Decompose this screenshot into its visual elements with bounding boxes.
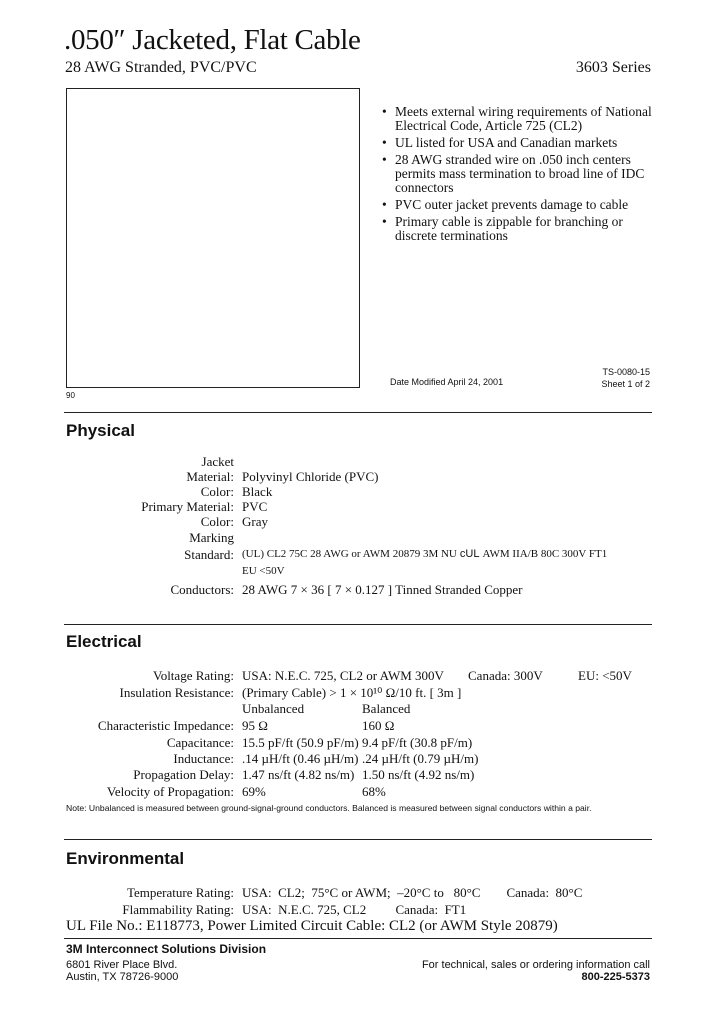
table-cell-balanced: 68%: [362, 784, 386, 799]
contact-text: For technical, sales or ordering information call: [421, 959, 650, 971]
primary-material-value: PVC: [242, 499, 268, 514]
standard-value: [242, 548, 607, 560]
table-cell-balanced: 9.4 pF/ft (30.8 pF/m): [362, 735, 473, 750]
material-label: Material:: [186, 469, 234, 484]
sheet-number: Sheet 1 of 2: [601, 379, 650, 389]
conductors-value: 28 AWG 7 × 36 [ 7 × 0.127 ] Tinned Stranded Copper: [242, 582, 523, 597]
table-row-label: Characteristic Impedance:: [97, 718, 234, 733]
phone-number: 800-225-5373: [581, 971, 650, 983]
feature-item: • 28 AWG stranded wire on .050 inch centers permits mass termination to broad line of IDC connectors: [382, 153, 662, 196]
voltage-rating-canada: Canada: 300V: [468, 668, 543, 683]
address-line-2: Austin, TX 78726-9000: [66, 971, 179, 983]
table-cell-balanced: 160 Ω: [362, 718, 395, 733]
section-divider: [64, 624, 652, 625]
table-row-label: Capacitance:: [166, 735, 234, 750]
jacket-heading: Jacket: [201, 454, 234, 469]
feature-list: [382, 105, 662, 246]
table-cell-balanced: .24 µH/ft (0.79 µH/m): [362, 751, 479, 766]
column-header-balanced: Balanced: [362, 701, 411, 716]
column-header-unbalanced: Unbalanced: [242, 701, 305, 716]
table-cell-unbalanced: 95 Ω: [242, 718, 268, 733]
primary-color-label: Color:: [200, 514, 234, 529]
color-label: Color:: [200, 484, 234, 499]
flammability-rating-label: Flammability Rating:: [122, 902, 234, 917]
material-value: Polyvinyl Chloride (PVC): [242, 469, 379, 484]
conductors-label: Conductors:: [170, 582, 234, 597]
image-label: 90: [66, 391, 75, 400]
voltage-rating-eu: EU: <50V: [578, 668, 632, 683]
table-cell-unbalanced: 1.47 ns/ft (4.82 ns/m): [242, 767, 355, 782]
table-row-label: Propagation Delay:: [133, 767, 234, 782]
page-subtitle: 28 AWG Stranded, PVC/PVC: [65, 59, 257, 76]
insulation-resistance-label: Insulation Resistance:: [119, 685, 234, 700]
feature-item: • Primary cable is zippable for branching or discrete terminations: [382, 215, 662, 243]
section-title-electrical: Electrical: [66, 632, 142, 651]
address-line-1: 6801 River Place Blvd.: [66, 959, 178, 971]
voltage-rating-usa: USA: N.E.C. 725, CL2 or AWM 300V: [242, 668, 444, 683]
standard-label: Standard:: [184, 547, 234, 562]
marking-heading: Marking: [189, 530, 234, 545]
table-cell-unbalanced: 69%: [242, 784, 266, 799]
standard-value-eu: EU <50V: [242, 565, 285, 577]
division-name: 3M Interconnect Solutions Division: [66, 942, 267, 956]
section-divider: [64, 412, 652, 413]
series-label: 3603 Series: [575, 59, 651, 76]
primary-color-value: Gray: [242, 514, 268, 529]
ul-file-line: UL File No.: E118773, Power Limited Circuit Cable: CL2 (or AWM Style 20879): [66, 918, 558, 934]
color-value: Black: [242, 484, 273, 499]
cul-logo-icon: cUL: [459, 548, 480, 560]
section-title-environmental: Environmental: [66, 849, 185, 868]
measurement-note: Note: Unbalanced is measured between ground-signal-ground conductors. Balanced is measured between signal conductors within a pair.: [66, 803, 592, 813]
section-title-physical: Physical: [66, 421, 135, 440]
insulation-resistance-value: (Primary Cable) > 1 × 10¹⁰ Ω/10 ft. [ 3m ]: [242, 685, 462, 700]
page-title: .050″ Jacketed, Flat Cable: [64, 24, 361, 56]
section-divider: [64, 839, 652, 840]
document-number: TS-0080-15: [602, 367, 650, 377]
table-cell-balanced: 1.50 ns/ft (4.92 ns/m): [362, 767, 475, 782]
temperature-rating-label: Temperature Rating:: [126, 885, 234, 900]
table-cell-unbalanced: 15.5 pF/ft (50.9 pF/m): [242, 735, 359, 750]
feature-item: • Meets external wiring requirements of National Electrical Code, Article 725 (CL2): [382, 105, 662, 133]
temperature-rating-value: USA: CL2; 75°C or AWM; –20°C to 80°C Canada: 80°C: [242, 885, 583, 900]
voltage-rating-label: Voltage Rating:: [152, 668, 234, 683]
feature-item: • UL listed for USA and Canadian markets: [382, 136, 662, 150]
feature-item: • PVC outer jacket prevents damage to cable: [382, 198, 662, 212]
standard-value-text: (UL) CL2 75C 28 AWG or AWM 20879 3M NU: [242, 548, 457, 560]
table-cell-unbalanced: .14 µH/ft (0.46 µH/m): [242, 751, 359, 766]
product-image-frame: [66, 88, 360, 388]
primary-material-label: Primary Material:: [141, 499, 234, 514]
date-modified: Date Modified April 24, 2001: [390, 377, 504, 387]
table-row-label: Inductance:: [173, 751, 234, 766]
standard-value-awm: AWM IIA/B 80C 300V FT1: [482, 548, 608, 560]
footer-divider: [64, 938, 652, 939]
flammability-rating-value: USA: N.E.C. 725, CL2 Canada: FT1: [242, 902, 467, 917]
table-row-label: Velocity of Propagation:: [106, 784, 234, 799]
